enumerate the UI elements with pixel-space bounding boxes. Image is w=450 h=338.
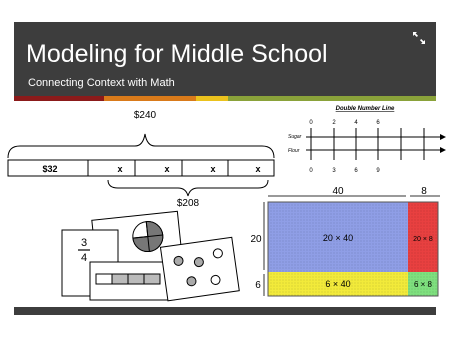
tape-top-brace bbox=[8, 134, 274, 158]
footer-bar bbox=[14, 307, 436, 315]
dnl-title: Double Number Line bbox=[335, 106, 395, 112]
fraction-cards bbox=[62, 211, 239, 300]
tape-cell: x bbox=[210, 164, 216, 174]
area-cell-label: 6 × 8 bbox=[413, 280, 433, 289]
dnl-bottom-arrow bbox=[440, 147, 446, 153]
fraction-denominator: 4 bbox=[80, 252, 88, 264]
slide-subtitle: Connecting Context with Math bbox=[28, 77, 175, 89]
dnl-top-value: 6 bbox=[376, 120, 380, 126]
area-side-label: 20 bbox=[250, 234, 262, 245]
tape-diagram bbox=[8, 110, 274, 209]
area-cell-label: 20 × 40 bbox=[322, 233, 354, 243]
dnl-top-arrow bbox=[440, 134, 446, 140]
tape-total-label: $240 bbox=[133, 110, 157, 121]
area-top-label: 8 bbox=[421, 186, 427, 197]
area-model bbox=[250, 186, 440, 296]
dnl-bottom-value: 0 bbox=[309, 168, 313, 174]
dnl-bottom-value: 3 bbox=[332, 168, 336, 174]
fraction-numerator: 3 bbox=[80, 237, 88, 249]
tape-bottom-brace bbox=[108, 180, 268, 196]
dnl-bottom-value: 9 bbox=[376, 168, 380, 174]
dnl-top-label: Sugar bbox=[288, 134, 302, 140]
area-cell-label: 6 × 40 bbox=[325, 279, 351, 289]
area-side-label: 6 bbox=[255, 280, 261, 291]
double-number-line bbox=[288, 106, 446, 174]
dnl-top-value: 2 bbox=[332, 120, 336, 126]
dnl-bottom-label: Flour bbox=[288, 148, 300, 154]
dnl-top-value: 4 bbox=[354, 120, 358, 126]
dnl-top-value: 0 bbox=[309, 120, 313, 126]
tape-cell: x bbox=[164, 164, 170, 174]
tape-cell: x bbox=[117, 164, 123, 174]
card-counters bbox=[160, 237, 239, 300]
area-top-label: 40 bbox=[332, 186, 344, 197]
area-cell-label: 20 × 8 bbox=[413, 236, 433, 243]
tape-cell: $32 bbox=[42, 164, 58, 174]
tape-cell: x bbox=[255, 164, 261, 174]
tape-part-label: $208 bbox=[176, 198, 200, 209]
slide-title: Modeling for Middle School bbox=[26, 40, 328, 68]
dnl-bottom-value: 6 bbox=[354, 168, 358, 174]
